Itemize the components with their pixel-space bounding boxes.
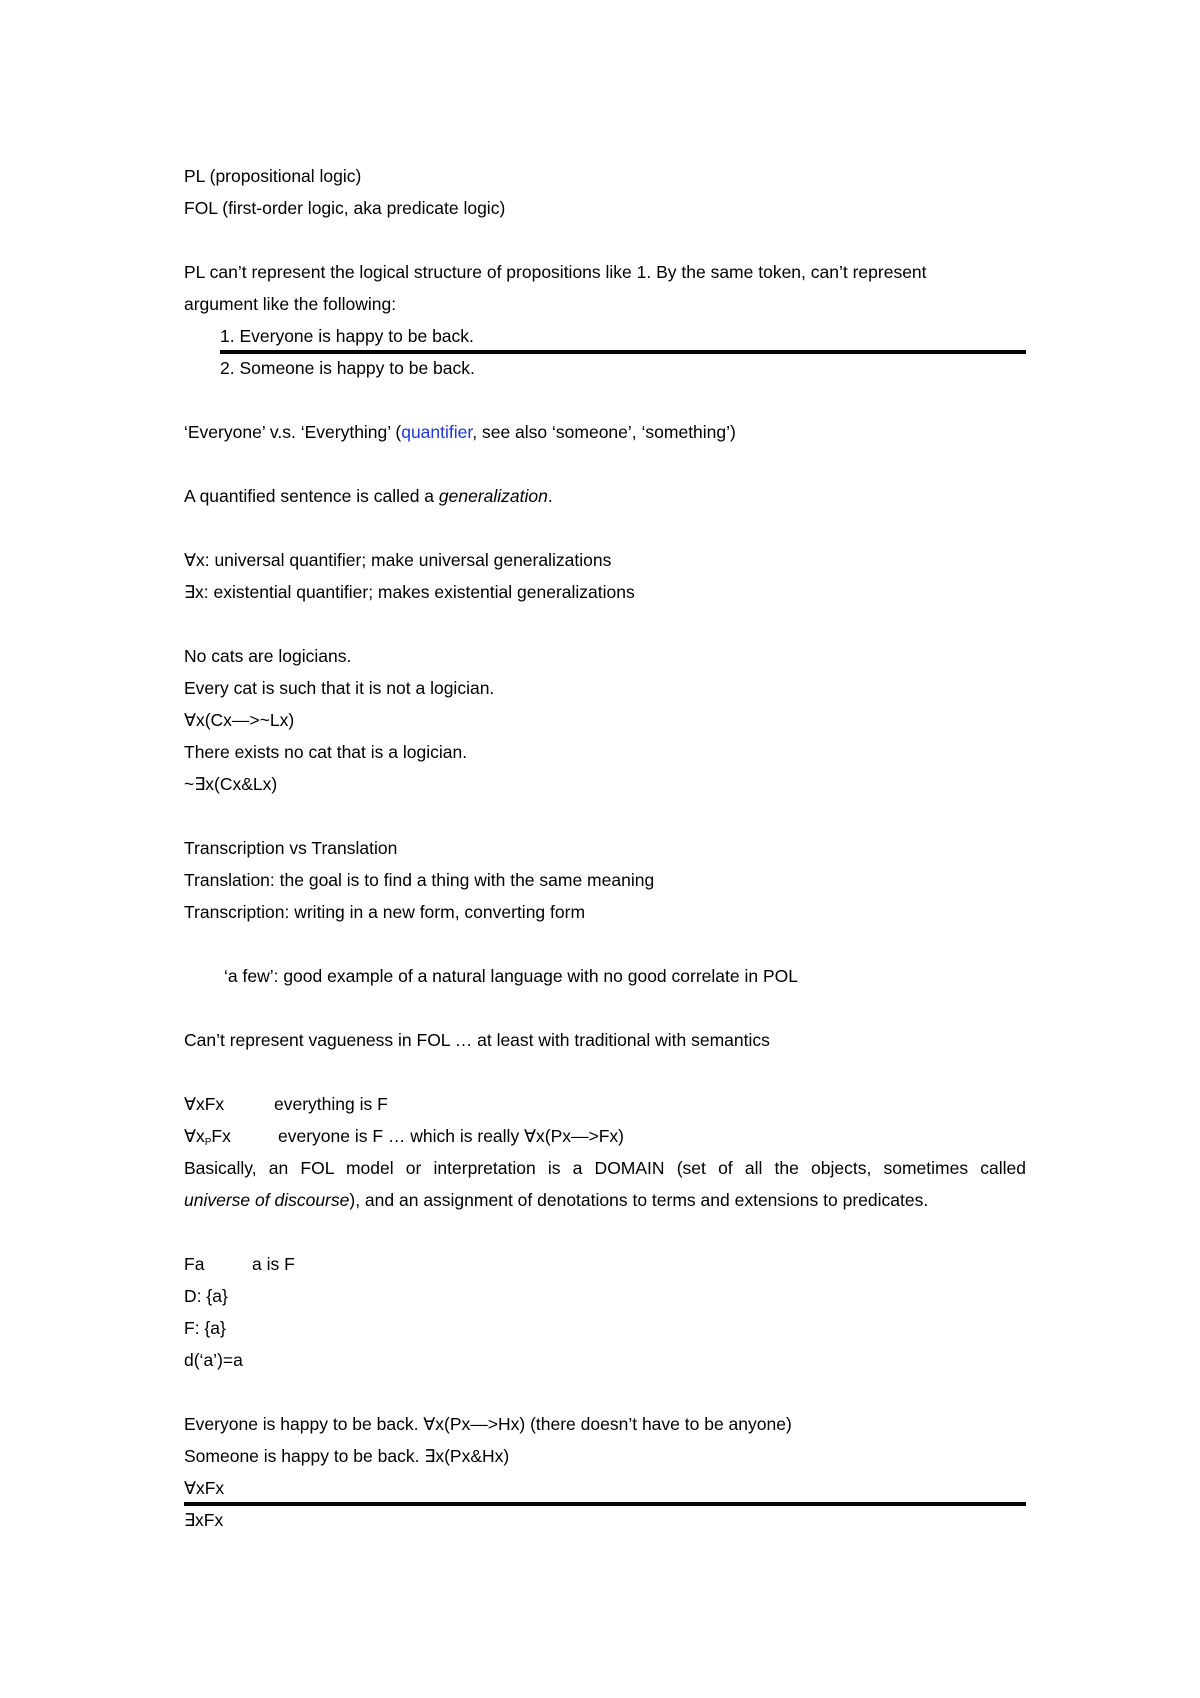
text-line-vagueness: Can’t represent vagueness in FOL … at least with traditional with semantics	[184, 1030, 770, 1050]
text-line-fol-model: Basically, an FOL model or interpretation is a DOMAIN (set of all the objects, sometimes called	[184, 1158, 1026, 1178]
formula: Fa	[184, 1254, 205, 1274]
gloss: everyone is F … which is really ∀x(Px—>Fx)	[278, 1126, 625, 1146]
text-line-universal: ∀x: universal quantifier; make universal generalizations	[184, 550, 612, 570]
conclusion-2: 2. Someone is happy to be back.	[220, 358, 475, 378]
text-span: ), and an assignment of denotations to terms and extensions to predicates.	[349, 1190, 929, 1210]
text-line-existential: ∃x: existential quantifier; makes existential generalizations	[184, 582, 635, 602]
conclusion-exists: ∃xFx	[184, 1510, 224, 1530]
text-span: , see also ‘someone’, ‘something’)	[472, 422, 736, 442]
text-line-every-cat: Every cat is such that it is not a logician.	[184, 678, 495, 698]
text-line-a-few: ‘a few’: good example of a natural language with no good correlate in POL	[224, 966, 798, 986]
text-line-someone-formula: Someone is happy to be back. ∃x(Px&Hx)	[184, 1446, 510, 1466]
text-line-argument: argument like the following:	[184, 294, 397, 314]
text-line-translation: Translation: the goal is to find a thing with the same meaning	[184, 870, 655, 890]
formula-existential: ~∃x(Cx&Lx)	[184, 774, 278, 794]
quantifier-term: quantifier	[401, 422, 473, 442]
text-span: .	[547, 486, 553, 506]
text-line-universe	[184, 1184, 928, 1216]
generalization-term: generalization	[438, 486, 548, 506]
text-line-denotation: d(‘a’)=a	[184, 1350, 243, 1370]
premise-forall: ∀xFx	[184, 1478, 225, 1498]
text-line-fol: FOL (first-order logic, aka predicate logic)	[184, 198, 506, 218]
formula: ∀x	[184, 1126, 205, 1146]
text-line-transcription: Transcription: writing in a new form, converting form	[184, 902, 586, 922]
text-span: A quantified sentence is called a	[184, 486, 439, 506]
universe-term: universe of discourse	[184, 1190, 350, 1210]
premise-1: 1. Everyone is happy to be back.	[220, 326, 474, 346]
text-line-generalization	[184, 480, 553, 512]
text-line-everyone-formula: Everyone is happy to be back. ∀x(Px—>Hx) (there doesn’t have to be anyone)	[184, 1414, 792, 1434]
text-line-no-cats: No cats are logicians.	[184, 646, 352, 666]
text-line-there-exists: There exists no cat that is a logician.	[184, 742, 468, 762]
text-span: ‘Everyone’ v.s. ‘Everything’ (	[184, 422, 402, 442]
formula-universal: ∀x(Cx—>~Lx)	[184, 710, 295, 730]
text-line-domain: D: {a}	[184, 1286, 228, 1306]
formula: ∀xFx	[184, 1094, 225, 1114]
subscript: P	[204, 1137, 212, 1148]
text-line-fa	[184, 1248, 295, 1280]
text-line-transcription-vs-translation: Transcription vs Translation	[184, 838, 398, 858]
formula: Fx	[211, 1126, 231, 1146]
text-line-extension: F: {a}	[184, 1318, 226, 1338]
inference-divider	[184, 1502, 1026, 1506]
text-line-everyone-everything	[184, 416, 736, 448]
gloss: everything is F	[274, 1094, 388, 1114]
text-line-pl-limitation: PL can’t represent the logical structure of propositions like 1. By the same token, can’t represent	[184, 262, 927, 282]
text-line-pl: PL (propositional logic)	[184, 166, 362, 186]
gloss: a is F	[252, 1254, 295, 1274]
text-line-forall-fx	[184, 1088, 388, 1120]
